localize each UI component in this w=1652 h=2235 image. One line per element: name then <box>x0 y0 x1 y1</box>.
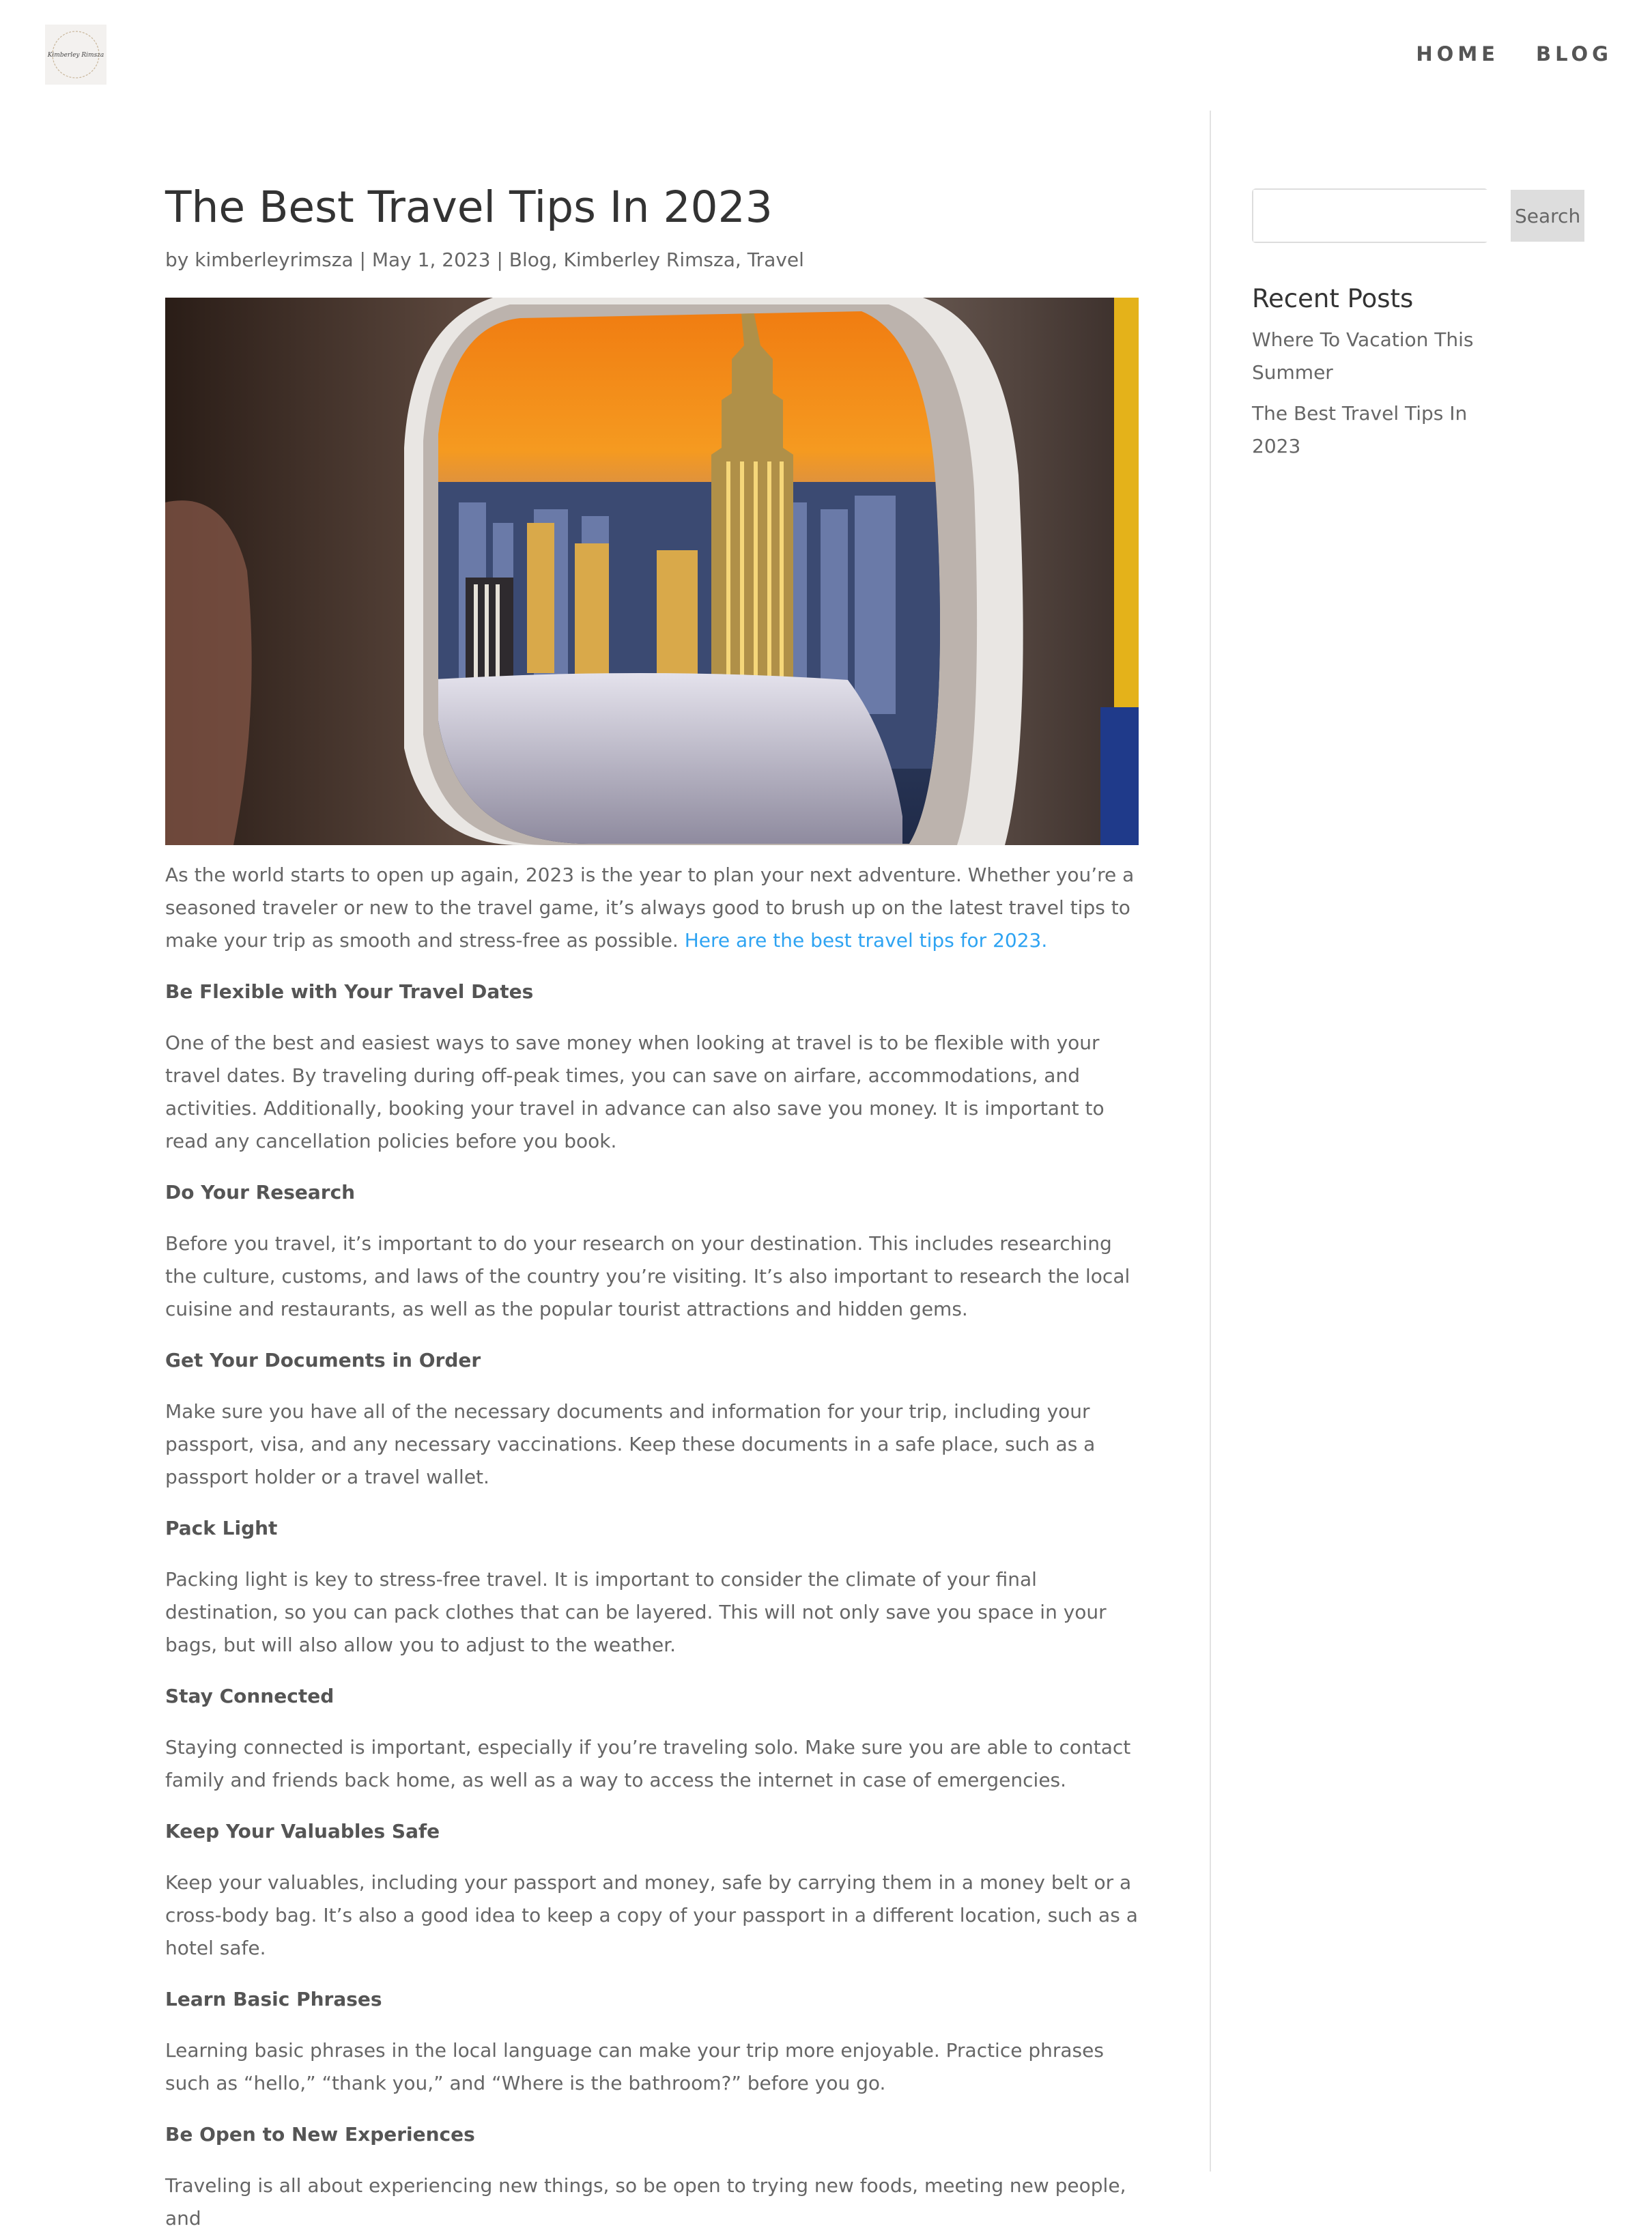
post-date: May 1, 2023 <box>371 248 491 271</box>
logo-wreath-icon <box>45 25 106 85</box>
sidebar-divider <box>1210 111 1211 2172</box>
meta-separator: | <box>359 248 366 271</box>
section-paragraph: Packing light is key to stress-free travel. It is important to consider the climate of your final destination, so you can pack clothes that can be layered. This will not only save you space in your bags, but will also allow you to adjust to the weather. <box>165 1568 1107 1657</box>
intro-paragraph <box>165 859 1139 957</box>
post-meta: by kimberleyrimsza | May 1, 2023 | Blog, Kimberley Rimsza, Travel <box>165 248 804 271</box>
section-paragraph: Staying connected is important, especially if you’re traveling solo. Make sure you are able to contact family and friends back home, as well as a way to access the internet in case of emergencies. <box>165 1736 1131 1792</box>
nav-blog-link[interactable]: BLOG <box>1535 42 1612 66</box>
search-button[interactable]: Search <box>1511 190 1584 242</box>
sidebar <box>1252 188 1581 471</box>
section-heading: Be Flexible with Your Travel Dates <box>165 980 534 1003</box>
list-item <box>1252 324 1488 389</box>
article <box>165 111 1139 2235</box>
recent-post-link[interactable]: The Best Travel Tips In 2023 <box>1252 402 1468 458</box>
section-heading: Get Your Documents in Order <box>165 1349 481 1372</box>
category-link-blog[interactable]: Blog <box>509 248 552 271</box>
section-paragraph: Traveling is all about experiencing new things, so be open to trying new foods, meeting new people, and <box>165 2174 1126 2230</box>
author-link[interactable]: kimberleyrimsza <box>195 248 354 271</box>
section-paragraph: One of the best and easiest ways to save money when looking at travel is to be flexible with your travel dates. By traveling during off-peak times, you can save on airfare, accommodations, and activities. Additionally, booking your travel in advance can also save you money. It is important to read any cancellation policies before you book. <box>165 1031 1105 1153</box>
category-link-travel[interactable]: Travel <box>747 248 804 271</box>
featured-image <box>165 298 1139 845</box>
section-paragraph: Before you travel, it’s important to do your research on your destination. This includes researching the culture, customs, and laws of the country you’re visiting. It’s also important to research the local cuisine and restaurants, as well as the popular tourist attractions and hidden gems. <box>165 1232 1130 1321</box>
section-paragraph: Make sure you have all of the necessary documents and information for your trip, including your passport, visa, and any necessary vaccinations. Keep these documents in a safe place, such as a passport holder or a travel wallet. <box>165 1400 1096 1489</box>
section-heading: Learn Basic Phrases <box>165 1988 382 2011</box>
svg-text:Kimberley Rimsza: Kimberley Rimsza <box>47 52 104 59</box>
section-heading: Keep Your Valuables Safe <box>165 1820 440 1843</box>
section-heading: Do Your Research <box>165 1181 356 1204</box>
article-body <box>165 859 1139 2235</box>
site-logo[interactable] <box>45 25 106 85</box>
category-link-kimberley-rimsza[interactable]: Kimberley Rimsza <box>563 248 735 271</box>
section-heading: Be Open to New Experiences <box>165 2123 475 2146</box>
post-title: The Best Travel Tips In 2023 <box>165 182 773 232</box>
section-heading: Stay Connected <box>165 1685 334 1708</box>
section-heading: Pack Light <box>165 1517 278 1540</box>
main-nav <box>1416 42 1612 66</box>
site-header <box>0 0 1652 111</box>
list-item <box>1252 397 1488 463</box>
nav-home-link[interactable]: HOME <box>1416 42 1499 66</box>
meta-by-label: by <box>165 248 189 271</box>
recent-post-link[interactable]: Where To Vacation This Summer <box>1252 328 1474 384</box>
section-paragraph: Keep your valuables, including your passport and money, safe by carrying them in a money belt or a cross-body bag. It’s also a good idea to keep a copy of your passport in a different location, such as a hotel safe. <box>165 1871 1138 1960</box>
intro-link[interactable]: Here are the best travel tips for 2023. <box>684 929 1048 952</box>
search-input[interactable] <box>1253 190 1511 242</box>
meta-separator: | <box>496 248 503 271</box>
search-form <box>1252 188 1581 243</box>
intro-text: As the world starts to open up again, 2023 is the year to plan your next adventure. Whether you’re a seasoned traveler or new to the travel game, it’s always good to brush up on the latest travel tips to make your trip as smooth and stress-free as possible. <box>165 864 1135 952</box>
section-paragraph: Learning basic phrases in the local language can make your trip more enjoyable. Practice phrases such as “hello,” “thank you,” and “Where is the bathroom?” before you go. <box>165 2039 1104 2095</box>
recent-posts-title: Recent Posts <box>1252 284 1414 313</box>
recent-posts-list <box>1252 324 1488 463</box>
